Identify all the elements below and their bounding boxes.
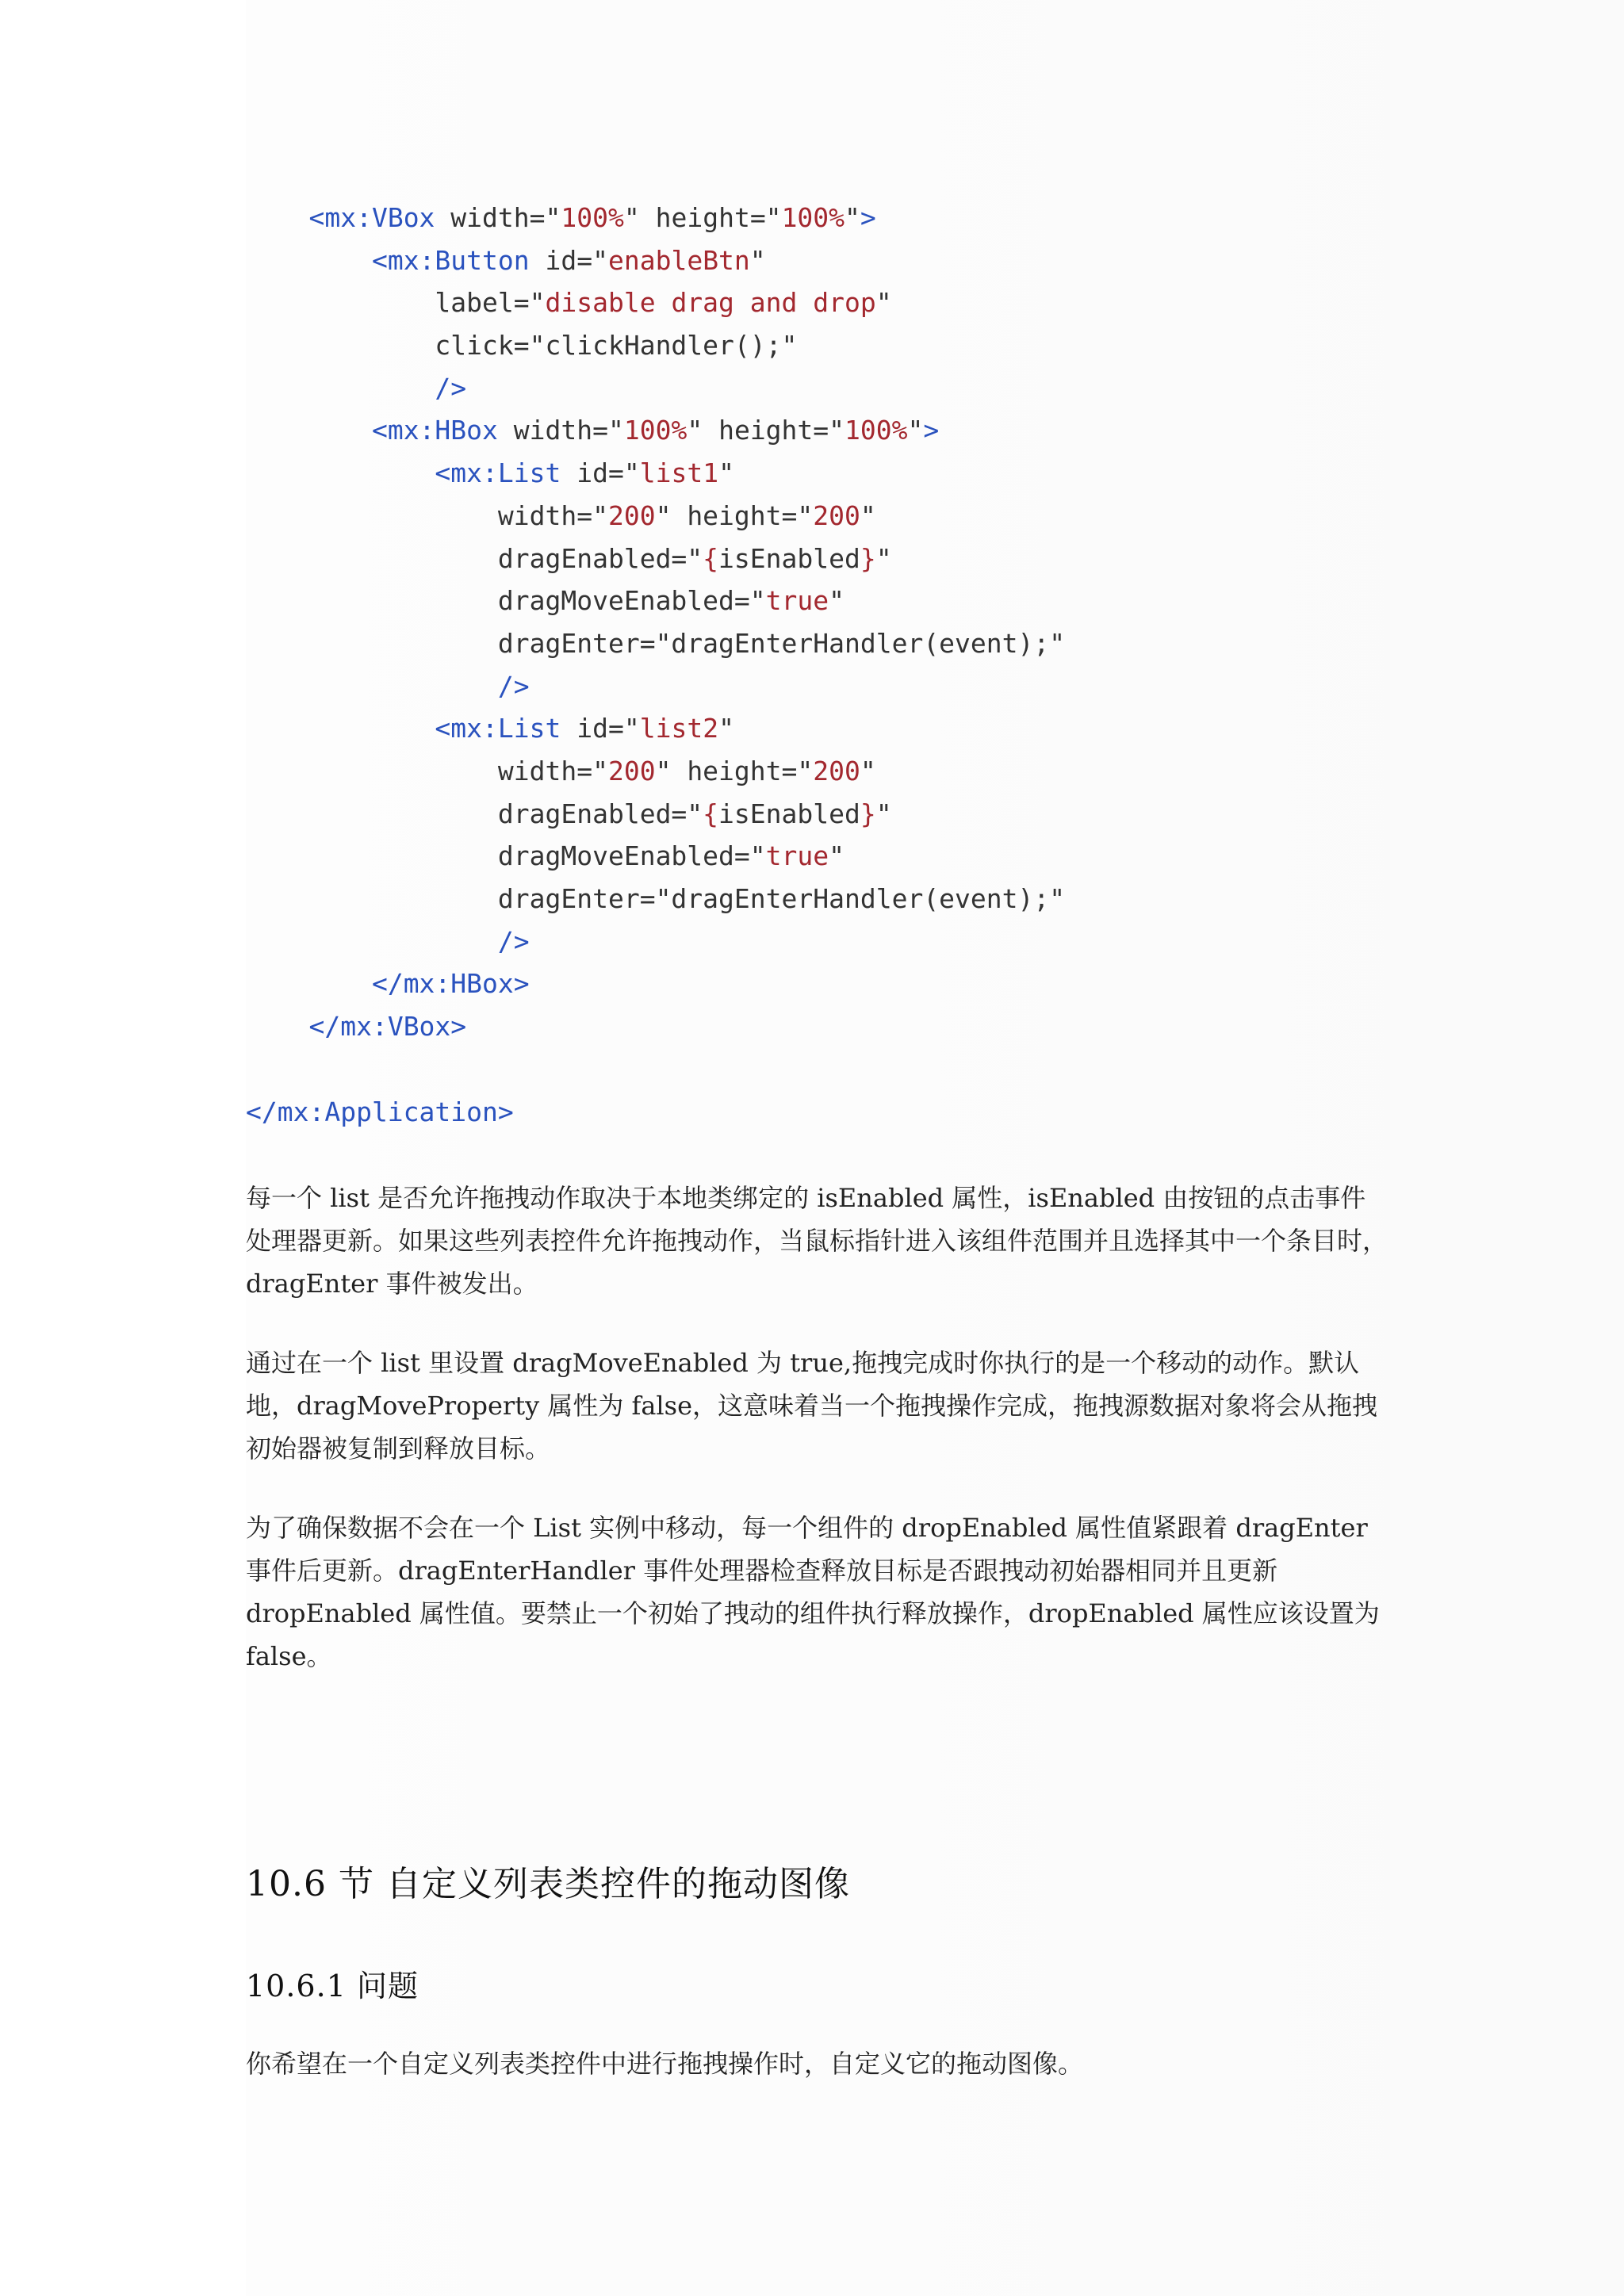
code-string-token: list2 bbox=[639, 713, 719, 744]
code-text-token: id=" bbox=[561, 713, 640, 744]
code-line bbox=[246, 750, 1065, 793]
section-heading: 10.6 节 自定义列表类控件的拖动图像 bbox=[246, 1864, 850, 1904]
code-text-token: dragMoveEnabled=" bbox=[497, 840, 766, 872]
code-tag-token: > bbox=[923, 415, 940, 446]
code-text-token: " bbox=[875, 798, 892, 829]
code-text-token: isEnabled bbox=[718, 542, 860, 574]
code-tag-token: <mx:VBox bbox=[308, 202, 435, 233]
code-text-token: id=" bbox=[529, 244, 608, 276]
code-tag-token: </mx:VBox> bbox=[308, 1011, 467, 1043]
code-line bbox=[246, 665, 1065, 708]
code-text-token: " height=" bbox=[655, 499, 814, 531]
code-string-token: true bbox=[765, 585, 829, 617]
code-string-token: { bbox=[703, 542, 719, 574]
code-line bbox=[246, 538, 1065, 580]
code-tag-token: > bbox=[860, 202, 876, 233]
code-tag-token: /> bbox=[497, 670, 530, 702]
code-line bbox=[246, 367, 1065, 410]
code-text-token: " bbox=[860, 499, 876, 531]
code-text-token: " bbox=[829, 585, 845, 617]
code-text-token: label=" bbox=[435, 287, 546, 319]
code-line bbox=[246, 409, 1065, 452]
code-line bbox=[246, 622, 1065, 665]
code-line bbox=[246, 452, 1065, 495]
code-tag-token: /> bbox=[497, 925, 530, 957]
code-text-token: click="clickHandler();" bbox=[435, 330, 798, 362]
code-tag-token: /> bbox=[435, 372, 467, 404]
application-closing-tag: </mx:Application> bbox=[246, 1096, 514, 1127]
code-string-token: list1 bbox=[639, 457, 719, 489]
code-text-token: width=" bbox=[435, 202, 561, 233]
code-string-token: 100% bbox=[561, 202, 624, 233]
code-line bbox=[246, 197, 1065, 239]
code-text-token: " bbox=[875, 287, 892, 319]
code-line bbox=[246, 580, 1065, 622]
code-text-token: " height=" bbox=[655, 755, 814, 786]
code-text-token: " bbox=[860, 755, 876, 786]
code-string-token: disable drag and drop bbox=[545, 287, 876, 319]
code-line bbox=[246, 962, 1065, 1005]
subsection-heading: 10.6.1 问题 bbox=[246, 1969, 419, 2003]
paragraph-problem: 你希望在一个自定义列表类控件中进行拖拽操作时，自定义它的拖动图像。 bbox=[246, 2049, 1084, 2079]
code-tag-token: <mx:List bbox=[435, 457, 561, 489]
code-text-token: " bbox=[875, 542, 892, 574]
code-text-token: " bbox=[718, 713, 734, 744]
code-string-token: 200 bbox=[607, 755, 656, 786]
code-line bbox=[246, 1005, 1065, 1048]
code-text-token: " bbox=[749, 244, 766, 276]
code-line bbox=[246, 835, 1065, 878]
code-text-token: " bbox=[845, 202, 860, 233]
code-tag-token: <mx:List bbox=[435, 713, 561, 744]
code-text-token: dragEnter="dragEnterHandler(event);" bbox=[497, 883, 1066, 914]
code-text-token: " bbox=[907, 415, 924, 446]
code-line bbox=[246, 239, 1065, 282]
paragraph-drag-enabled: 每一个 list 是否允许拖拽动作取决于本地类绑定的 isEnabled 属性，isEnabled 由按钮的点击事件处理器更新。如果这些列表控件允许拖拽动作，当鼠标指针进入该组件范围并且选择其中一个条目时，dragEnter 事件被发出。 bbox=[246, 1183, 1388, 1299]
code-tag-token: <mx:Button bbox=[371, 244, 530, 276]
code-string-token: 200 bbox=[813, 755, 860, 786]
code-text-token: id=" bbox=[561, 457, 640, 489]
code-string-token: 100% bbox=[781, 202, 845, 233]
code-string-token: 200 bbox=[813, 499, 860, 531]
code-text-token: width=" bbox=[497, 755, 608, 786]
code-string-token: true bbox=[765, 840, 829, 872]
code-tag-token: </mx:HBox> bbox=[371, 968, 530, 1000]
paragraph-drag-move-enabled: 通过在一个 list 里设置 dragMoveEnabled 为 true,拖拽完成时你执行的是一个移动的动作。默认地，dragMoveProperty 属性为 false，这意味着当一个拖拽操作完成，拖拽源数据对象将会从拖拽初始器被复制到释放目标。 bbox=[246, 1348, 1378, 1464]
code-string-token: { bbox=[703, 798, 719, 829]
code-text-token: " height=" bbox=[623, 202, 782, 233]
code-line bbox=[246, 707, 1065, 750]
code-text-token: " height=" bbox=[687, 415, 845, 446]
code-string-token: 200 bbox=[607, 499, 656, 531]
code-string-token: 100% bbox=[845, 415, 908, 446]
code-text-token: width=" bbox=[497, 415, 624, 446]
paragraph-drop-enabled: 为了确保数据不会在一个 List 实例中移动，每一个组件的 dropEnabled 属性值紧跟着 dragEnter 事件后更新。dragEnterHandler 事件处理器检查释放目标是否跟拽动初始器相同并且更新 dropEnabled 属性值。要禁止一个初始了拽动的组件执行释放操作，dropEnabled 属性应该设置为 false。 bbox=[246, 1513, 1380, 1671]
code-text-token: isEnabled bbox=[718, 798, 860, 829]
code-text-token: dragEnabled=" bbox=[497, 542, 703, 574]
code-string-token: } bbox=[860, 542, 876, 574]
code-line bbox=[246, 281, 1065, 324]
code-text-token: " bbox=[718, 457, 734, 489]
code-line bbox=[246, 920, 1065, 963]
code-listing bbox=[246, 197, 1065, 1048]
code-string-token: } bbox=[860, 798, 876, 829]
code-text-token: dragMoveEnabled=" bbox=[497, 585, 766, 617]
code-text-token: dragEnabled=" bbox=[497, 798, 703, 829]
code-text-token: dragEnter="dragEnterHandler(event);" bbox=[497, 627, 1066, 659]
code-text-token: " bbox=[829, 840, 845, 872]
code-string-token: 100% bbox=[623, 415, 688, 446]
code-line bbox=[246, 878, 1065, 920]
code-string-token: enableBtn bbox=[607, 244, 750, 276]
code-line bbox=[246, 495, 1065, 538]
code-tag-token: <mx:HBox bbox=[371, 415, 498, 446]
code-text-token: width=" bbox=[497, 499, 608, 531]
code-line bbox=[246, 793, 1065, 836]
code-line bbox=[246, 324, 1065, 367]
